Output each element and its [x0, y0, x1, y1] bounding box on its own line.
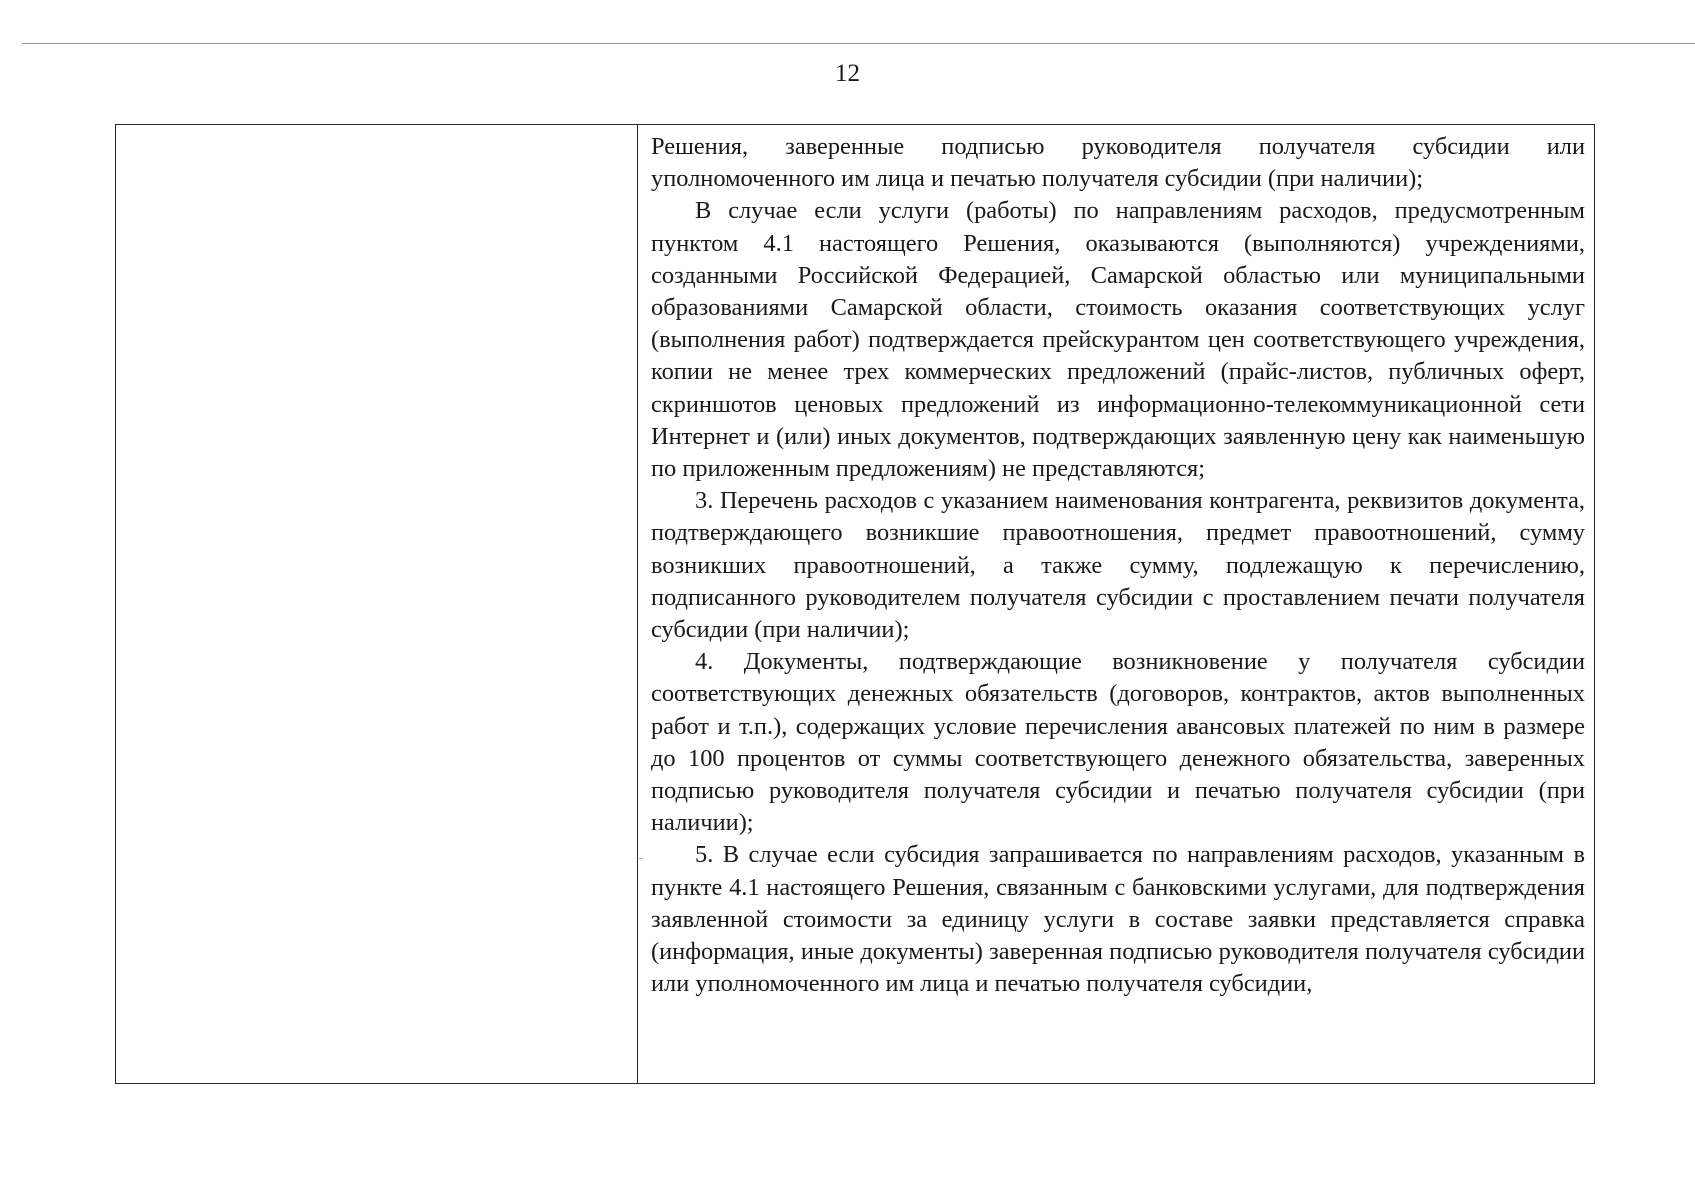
page-number: 12 — [835, 60, 860, 87]
paragraph-continuation: Решения, заверенные подписью руководителя получателя субсидии или уполномоченного им лица и печатью получателя субсидии (при наличии); — [651, 133, 1585, 193]
paragraph-price-confirmation: В случае если услуги (работы) по направлениям расходов, предусмотренным пунктом 4.1 настоящего Решения, оказываются (выполняются) учреждениями, созданными Российской Федерацией, Самарской областью или муниципальными образованиями Самарской области, стоимость оказания соответствующих услуг (выполнения работ) подтверждается прейскурантом цен соответствующего учреждения, копии не менее трех коммерческих предложений (прайс-листов, публичных оферт, скриншотов ценовых предложений из информационно-телекоммуникационной сети Интернет и (или) иных документов, подтверждающих заявленную цену как наименьшую по приложенным предложениям) не представляются; — [651, 197, 1585, 483]
scan-speck — [639, 858, 643, 859]
paragraph-item-4: 4. Документы, подтверждающие возникновение у получателя субсидии соответствующих денежных обязательств (договоров, контрактов, актов выполненных работ и т.п.), содержащих условие перечисления авансовых платежей по ним в размере до 100 процентов от суммы соответствующего денежного обязательства, заверенных подписью руководителя получателя субсидии и печатью получателя субсидии (при наличии); — [651, 648, 1585, 837]
page-top-rule — [22, 43, 1695, 44]
document-table — [115, 124, 1595, 1084]
paragraph-item-5: 5. В случае если субсидия запрашивается по направлениям расходов, указанным в пункте 4.1 настоящего Решения, связанным с банковскими услугами, для подтверждения заявленной стоимости за единицу услуги в составе заявки представляется справка (информация, иные документы) заверенная подписью руководителя получателя субсидии или уполномоченного им лица и печатью получателя субсидии, — [651, 841, 1585, 998]
paragraph-item-3: 3. Перечень расходов с указанием наименования контрагента, реквизитов документа, подтверждающего возникшие правоотношения, предмет правоотношений, сумму возникших правоотношений, а также сумму, подлежащую к перечислению, подписанного руководителем получателя субсидии с проставлением печати получателя субсидии (при наличии); — [651, 487, 1585, 644]
table-column-divider — [637, 125, 638, 1083]
table-cell-right — [651, 131, 1585, 1000]
